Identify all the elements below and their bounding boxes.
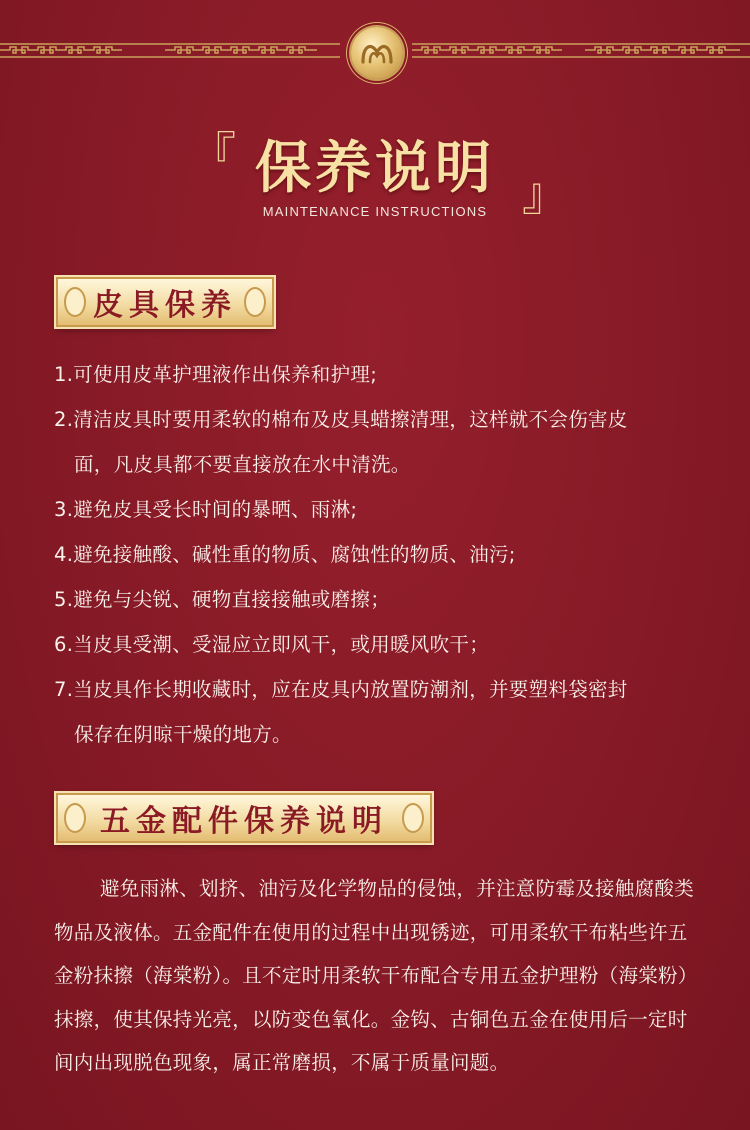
title-bracket-right: 』: [522, 167, 568, 221]
page-title: 保养说明: [255, 135, 495, 201]
logo-medallion: [351, 27, 403, 79]
list-item-continuation: 面，凡皮具都不要直接放在水中清洗。: [74, 453, 411, 476]
list-item: 7.当皮具作长期收藏时，应在皮具内放置防潮剂，并要塑料袋密封: [54, 678, 628, 701]
list-item: 6.当皮具受潮、受湿应立即风干，或用暖风吹干；: [54, 633, 490, 656]
title-bracket-left: 『: [190, 127, 236, 181]
section-heading-hardware: [56, 793, 432, 843]
leather-care-list: [54, 352, 704, 757]
list-item-continuation: 保存在阴晾干燥的地方。: [74, 723, 292, 746]
m-monogram-icon: [359, 38, 395, 68]
page-subtitle: MAINTENANCE INSTRUCTIONS: [262, 204, 488, 219]
list-item: 2.清洁皮具时要用柔软的棉布及皮具蜡擦清理，这样就不会伤害皮: [54, 408, 628, 431]
list-item: 4.避免接触酸、碱性重的物质、腐蚀性的物质、油污;: [54, 543, 516, 566]
list-item: 1.可使用皮革护理液作出保养和护理;: [54, 363, 378, 386]
section-heading-leather-text: 皮具保养: [93, 288, 237, 323]
section-heading-leather: [56, 277, 274, 327]
hardware-care-paragraph: 避免雨淋、划挤、油污及化学物品的侵蚀，并注意防霉及接触腐酸类物品及液体。五金配件在使用的过程中出现锈迹，可用柔软干布粘些许五金粉抹擦（海棠粉）。且不定时用柔软干布配合专用五金护理粉（海棠粉）抹擦，使其保持光亮，以防变色氧化。金钩、古铜色五金在使用后一定时间内出现脱色现象，属正常磨损，不属于质量问题。: [54, 877, 698, 1075]
section-heading-hardware-text: 五金配件保养说明: [100, 804, 388, 839]
list-item: 3.避免皮具受长时间的暴晒、雨淋;: [54, 498, 358, 521]
list-item: 5.避免与尖锐、硬物直接接触或磨擦；: [54, 588, 391, 611]
